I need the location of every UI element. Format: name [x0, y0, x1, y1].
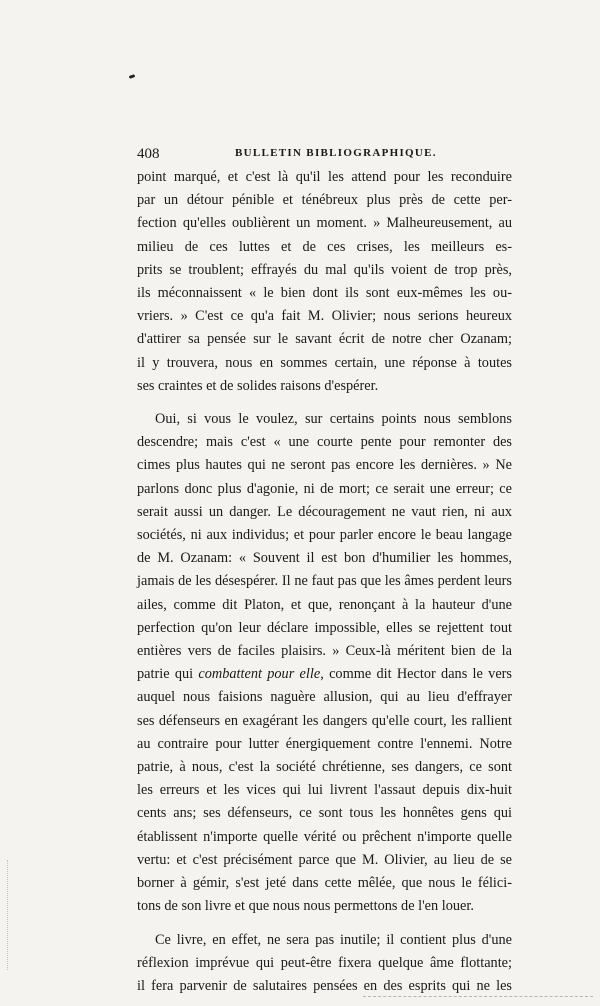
text-line: d'attirer sa pensée sur le savant écrit de notre cher Ozanam;: [137, 331, 512, 348]
text-line: cents ans; ses défenseurs, ce sont tous les honnêtes gens qui: [137, 805, 512, 822]
text-line: vertu: et c'est précisément parce que M. Olivier, au lieu de se: [137, 851, 512, 868]
text-line: tons de son livre et que nous nous permettons de l'en louer.: [137, 898, 474, 915]
body-text: [137, 166, 512, 998]
text-line: ils méconnaissent « le bien dont ils sont eux-mêmes les ou-: [137, 285, 512, 302]
text-line: fection qu'elles oublièrent un moment. » Malheureusement, au: [137, 215, 512, 232]
text-line: serait aussi un danger. Le découragement ne vaut rien, ni aux: [137, 503, 512, 520]
text-line: point marqué, et c'est là qu'il les attend pour les reconduire: [137, 169, 512, 185]
text-line: les erreurs et les vices qui lui livrent l'assaut depuis dix-huit: [137, 782, 512, 799]
text-line: cimes plus hautes qui ne seront pas encore les dernières. » Ne: [137, 457, 512, 474]
page-header: [137, 146, 512, 166]
text-line: milieu de ces luttes et de ces crises, les meilleurs es-: [137, 238, 512, 255]
italic-phrase: combattent pour elle: [198, 666, 321, 683]
text-line: établissent n'importe quelle vérité ou prêchent n'importe quelle: [137, 828, 512, 845]
text-line: sociétés, ni aux individus; et pour parler encore le beau langage: [137, 527, 512, 544]
text-line: jamais de les désespérer. Il ne faut pas que les âmes perdent leurs: [137, 573, 512, 590]
text-line: Oui, si vous le voulez, sur certains points nous semblons: [155, 411, 512, 428]
text-line: patrie, à nous, c'est la société chrétienne, ses dangers, ce sont: [137, 759, 512, 776]
page-number: 408: [137, 146, 160, 162]
text-line: perfection qu'on leur déclare impossible, elles se rejettent tout: [137, 619, 512, 636]
text-line: de M. Ozanam: « Souvent il est bon d'humilier les hommes,: [137, 550, 512, 567]
text-line: ses craintes et de solides raisons d'espérer.: [137, 377, 379, 394]
text-line: réflexion imprévue qui peut-être fixera quelque âme flottante;: [137, 954, 512, 971]
text-line: entières vers de faciles plaisirs. » Ceux-là méritent bien de la: [137, 643, 512, 660]
text-line: prits se troublent; effrayés du mal qu'ils voient de trop près,: [137, 261, 512, 278]
ink-speck: [129, 74, 136, 79]
text-line: il y trouvera, nous en sommes certain, une réponse à toutes: [137, 354, 512, 371]
text-line: patrie qui combattent pour elle, comme dit Hector dans le vers: [137, 666, 512, 683]
text-line: il fera parvenir de salutaires pensées en des esprits qui ne les: [137, 977, 512, 994]
text-line: Ce livre, en effet, ne sera pas inutile; il contient plus d'une: [155, 931, 512, 948]
text-line: parlons donc plus d'agonie, ni de mort; ce serait une erreur; ce: [137, 480, 512, 497]
text-line: au contraire pour lutter énergiquement contre l'ennemi. Notre: [137, 735, 512, 752]
text-line: vriers. » C'est ce qu'a fait M. Olivier; nous serions heureux: [137, 308, 512, 325]
paragraph-1: [137, 166, 512, 398]
text-line: par un détour pénible et ténébreux plus près de cette per-: [137, 192, 512, 209]
paragraph-3: [137, 929, 512, 999]
text-line: ses défenseurs en exagérant les dangers qu'elle court, les rallient: [137, 712, 512, 729]
scan-edge-mark: [7, 860, 9, 970]
running-title: BULLETIN BIBLIOGRAPHIQUE.: [235, 147, 437, 159]
text-line: borner à gémir, s'est jeté dans cette mêlée, que nous le félici-: [137, 875, 512, 892]
scan-bottom-edge: [363, 996, 593, 998]
text-line: ailes, comme dit Platon, et que, renonçant à la hauteur d'une: [137, 596, 512, 613]
text-line: auquel nous faisions naguère allusion, qui au lieu d'effrayer: [137, 689, 512, 706]
text-line: descendre; mais c'est « une courte pente pour remonter des: [137, 434, 512, 451]
paragraph-2: [137, 408, 512, 918]
